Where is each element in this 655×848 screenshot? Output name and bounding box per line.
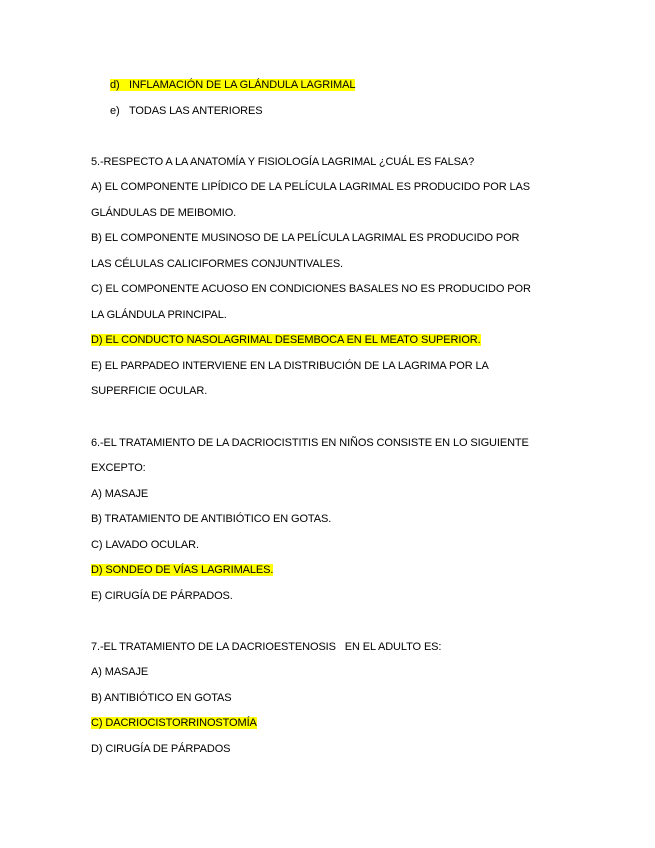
q6-option: B) TRATAMIENTO DE ANTIBIÓTICO EN GOTAS. bbox=[91, 513, 332, 525]
q5-line: C) EL COMPONENTE ACUOSO EN CONDICIONES BASALES NO ES PRODUCIDO POR bbox=[91, 283, 531, 295]
option-letter: e) bbox=[110, 105, 120, 117]
q7-answer-line bbox=[91, 716, 257, 730]
q7-option: D) CIRUGÍA DE PÁRPADOS bbox=[91, 743, 231, 755]
q5-line: LAS CÉLULAS CALICIFORMES CONJUNTIVALES. bbox=[91, 258, 344, 270]
q6-answer-line bbox=[91, 563, 273, 577]
question-6: 6.-EL TRATAMIENTO DE LA DACRIOCISTITIS EN NIÑOS CONSISTE EN LO SIGUIENTE bbox=[91, 437, 529, 449]
option-letter: d) bbox=[110, 79, 120, 91]
q7-option: B) ANTIBIÓTICO EN GOTAS bbox=[91, 692, 232, 704]
option-text: TODAS LAS ANTERIORES bbox=[129, 105, 263, 117]
option-d-previous bbox=[110, 78, 355, 92]
q5-answer-line bbox=[91, 333, 481, 347]
highlighted-answer: D) EL CONDUCTO NASOLAGRIMAL DESEMBOCA EN EL MEATO SUPERIOR. bbox=[91, 334, 481, 346]
question-6-continued: EXCEPTO: bbox=[91, 462, 146, 474]
option-e-previous bbox=[110, 104, 263, 118]
q6-option: E) CIRUGÍA DE PÁRPADOS. bbox=[91, 590, 233, 602]
q6-option: A) MASAJE bbox=[91, 488, 149, 500]
q5-line: SUPERFICIE OCULAR. bbox=[91, 385, 208, 397]
q7-option: A) MASAJE bbox=[91, 666, 149, 678]
q6-option: C) LAVADO OCULAR. bbox=[91, 539, 199, 551]
option-text: INFLAMACIÓN DE LA GLÁNDULA LAGRIMAL bbox=[129, 79, 356, 91]
q5-line: E) EL PARPADEO INTERVIENE EN LA DISTRIBUCIÓN DE LA LAGRIMA POR LA bbox=[91, 360, 489, 372]
q5-line: A) EL COMPONENTE LIPÍDICO DE LA PELÍCULA LAGRIMAL ES PRODUCIDO POR LAS bbox=[91, 181, 531, 193]
question-7 bbox=[91, 640, 441, 654]
q5-line: LA GLÁNDULA PRINCIPAL. bbox=[91, 309, 227, 321]
highlighted-answer: D) SONDEO DE VÍAS LAGRIMALES. bbox=[91, 564, 274, 576]
q5-line: GLÁNDULAS DE MEIBOMIO. bbox=[91, 207, 237, 219]
question-5: 5.-RESPECTO A LA ANATOMÍA Y FISIOLOGÍA LAGRIMAL ¿CUÁL ES FALSA? bbox=[91, 156, 475, 168]
question-7-text: 7.-EL TRATAMIENTO DE LA DACRIOESTENOSIS EN EL ADULTO ES: bbox=[91, 641, 442, 653]
q5-line: B) EL COMPONENTE MUSINOSO DE LA PELÍCULA LAGRIMAL ES PRODUCIDO POR bbox=[91, 232, 520, 244]
highlighted-answer: C) DACRIOCISTORRINOSTOMÍA bbox=[91, 717, 257, 729]
